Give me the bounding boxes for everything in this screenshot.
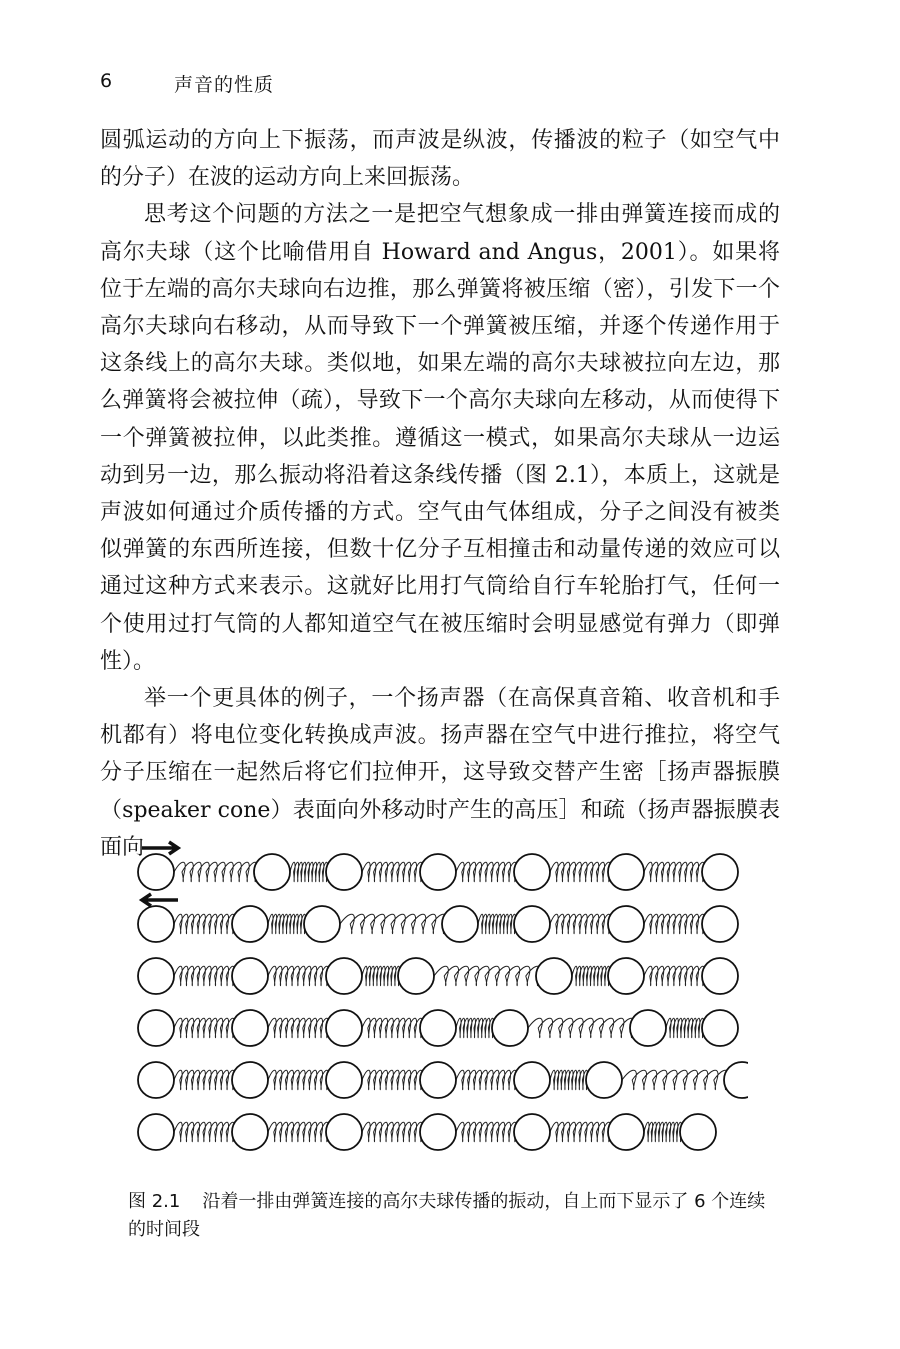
golf-ball xyxy=(138,854,174,890)
pull-left-arrow-icon xyxy=(142,894,178,906)
spring xyxy=(268,1122,328,1142)
golf-ball xyxy=(420,1062,456,1098)
spring-ball-diagram xyxy=(128,832,748,1172)
golf-ball xyxy=(138,1010,174,1046)
spring xyxy=(362,1122,422,1142)
golf-ball xyxy=(514,1114,550,1150)
golf-ball xyxy=(254,854,290,890)
golf-ball xyxy=(138,1114,174,1150)
golf-ball xyxy=(702,958,738,994)
golf-ball xyxy=(608,906,644,942)
spring xyxy=(268,1070,328,1090)
golf-ball xyxy=(232,1010,268,1046)
golf-ball xyxy=(232,906,268,942)
golf-ball xyxy=(138,958,174,994)
golf-ball xyxy=(232,1062,268,1098)
spring xyxy=(456,1122,516,1142)
golf-ball xyxy=(420,1114,456,1150)
spring xyxy=(644,966,704,986)
golf-ball xyxy=(608,958,644,994)
spring xyxy=(174,862,257,882)
golf-ball xyxy=(514,906,550,942)
paragraph-speaker-example: 举一个更具体的例子，一个扬声器（在高保真音箱、收音机和手机都有）将电位变化转换成声波。扬声器在空气中进行推拉，将空气分子压缩在一起然后将它们拉伸开，这导致交替产生密［扬声器振膜（speaker cone）表面向外移动时产生的高压］和疏（扬声器振膜表面向 xyxy=(100,686,780,860)
spring xyxy=(456,1018,493,1038)
spring xyxy=(268,1018,328,1038)
golf-ball xyxy=(326,854,362,890)
spring xyxy=(174,1122,234,1142)
spring xyxy=(340,914,446,934)
golf-ball xyxy=(514,1062,550,1098)
caption-label: 图 2.1 xyxy=(128,1191,181,1212)
body-text xyxy=(100,122,780,866)
golf-ball xyxy=(630,1010,666,1046)
golf-ball xyxy=(680,1114,716,1150)
golf-ball xyxy=(702,854,738,890)
golf-ball xyxy=(608,1114,644,1150)
spring xyxy=(644,862,704,882)
golf-ball xyxy=(514,854,550,890)
golf-ball xyxy=(326,1010,362,1046)
spring xyxy=(528,1018,634,1038)
spring xyxy=(362,862,422,882)
spring xyxy=(644,1122,681,1142)
spring xyxy=(174,1070,234,1090)
golf-ball xyxy=(702,906,738,942)
spring xyxy=(362,966,399,986)
golf-ball xyxy=(442,906,478,942)
page-number: 6 xyxy=(100,70,114,92)
golf-ball xyxy=(492,1010,528,1046)
spring xyxy=(290,862,327,882)
spring xyxy=(174,914,234,934)
golf-ball xyxy=(724,1062,748,1098)
spring xyxy=(550,914,610,934)
spring xyxy=(644,914,704,934)
spring xyxy=(550,1122,610,1142)
golf-ball xyxy=(326,1114,362,1150)
spring xyxy=(622,1070,728,1090)
golf-ball xyxy=(304,906,340,942)
paragraph-golf-ball-analogy: 思考这个问题的方法之一是把空气想象成一排由弹簧连接而成的高尔夫球（这个比喻借用自 Howard and Angus，2001）。如果将位于左端的高尔夫球向右边推，那么弹簧将被压缩（密），引发下一个高尔夫球向右移动，从而导致下一个弹簧被压缩，并逐个传递作用于这条线上的高尔夫球。类似地，如果左端的高尔夫球被拉向左边，那么弹簧将会被拉伸（疏），导致下一个高尔夫球向左移动，从而使得下一个弹簧被拉伸，以此类推。遵循这一模式，如果高尔夫球从一边运动到另一边，那么振动将沿着这条线传播（图 2.1），本质上，这就是声波如何通过介质传播的方式。空气由气体组成，分子之间没有被类似弹簧的东西所连接，但数十亿分子互相撞击和动量传递的效应可以通过这种方式来表示。这就好比用打气筒给自行车轮胎打气，任何一个使用过打气筒的人都知道空气在被压缩时会明显感觉有弹力（即弹性）。 xyxy=(100,202,780,674)
spring xyxy=(456,862,516,882)
spring xyxy=(456,1070,516,1090)
spring xyxy=(268,914,305,934)
golf-ball xyxy=(608,854,644,890)
spring xyxy=(174,966,234,986)
paragraph-continued: 圆弧运动的方向上下振荡，而声波是纵波，传播波的粒子（如空气中的分子）在波的运动方向上来回振荡。 xyxy=(100,128,780,191)
push-right-arrow-icon xyxy=(142,842,178,854)
spring xyxy=(362,1018,422,1038)
golf-ball xyxy=(420,854,456,890)
spring xyxy=(478,914,515,934)
chapter-title: 声音的性质 xyxy=(174,74,275,96)
golf-ball xyxy=(398,958,434,994)
golf-ball xyxy=(586,1062,622,1098)
spring xyxy=(434,966,540,986)
golf-ball xyxy=(536,958,572,994)
spring xyxy=(666,1018,703,1038)
caption-text: 沿着一排由弹簧连接的高尔夫球传播的振动，自上而下显示了 6 个连续的时间段 xyxy=(128,1191,766,1240)
spring xyxy=(550,862,610,882)
golf-ball xyxy=(232,958,268,994)
figure-caption xyxy=(128,1188,768,1244)
golf-ball xyxy=(420,1010,456,1046)
figure-2-1 xyxy=(128,832,748,1172)
spring xyxy=(268,966,328,986)
golf-ball xyxy=(138,1062,174,1098)
spring xyxy=(362,1070,422,1090)
golf-ball xyxy=(232,1114,268,1150)
spring xyxy=(550,1070,587,1090)
spring xyxy=(174,1018,234,1038)
spring xyxy=(572,966,609,986)
golf-ball xyxy=(326,958,362,994)
golf-ball xyxy=(326,1062,362,1098)
golf-ball xyxy=(702,1010,738,1046)
golf-ball xyxy=(138,906,174,942)
